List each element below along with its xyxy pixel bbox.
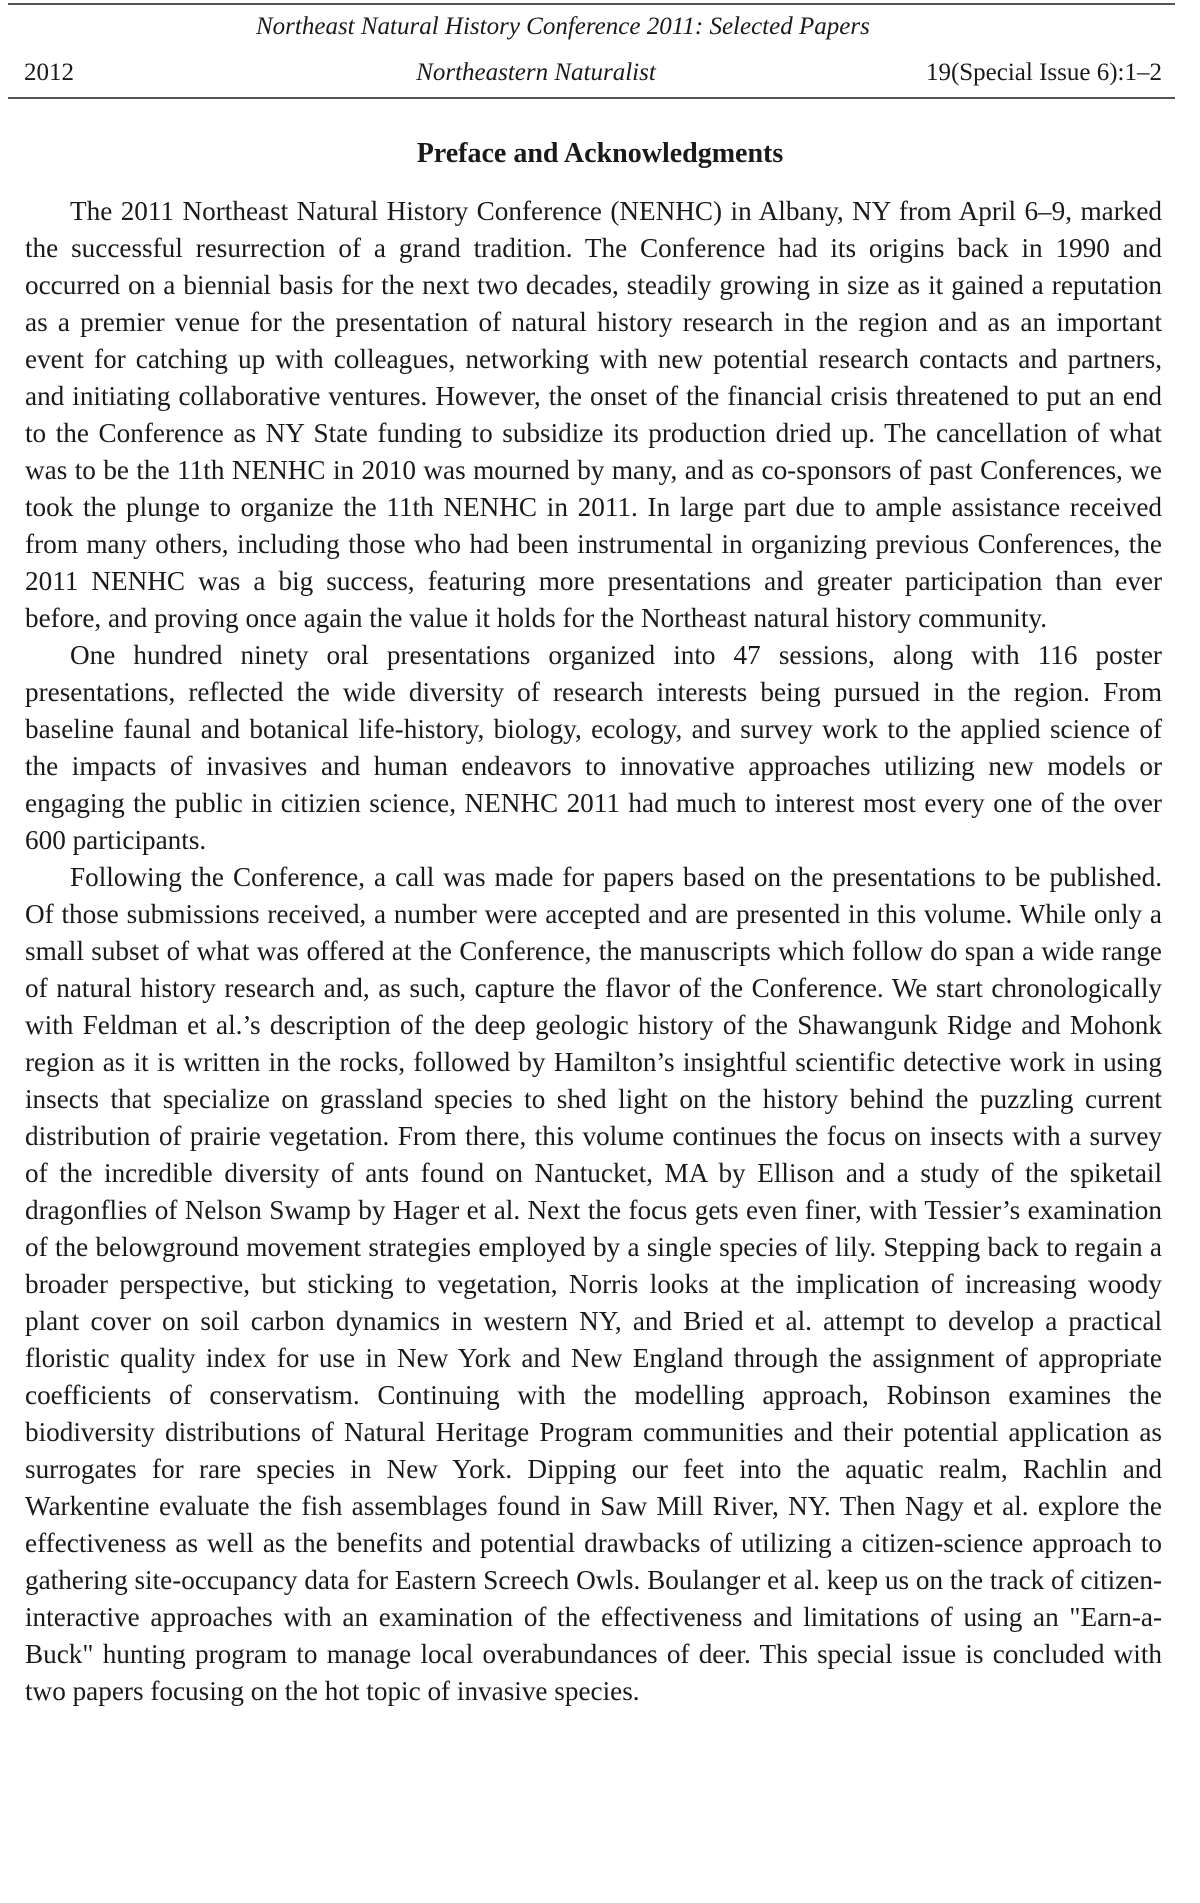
article-title: Preface and Acknowledgments bbox=[416, 138, 784, 169]
series-title: Northeast Natural History Conference 2011: Selected Papers bbox=[256, 13, 870, 40]
paragraph-2: One hundred ninety oral presentations organized into 47 sessions, along with 116 poster presentations, reflected the wide diversity of research interests being pursued in the region. From baseline faunal and botanical life-history, biology, ecology, and survey work to the applied science of the impacts of invasives and human endeavors to innovative approaches utilizing new models or engaging the public in citizien science, NENHC 2011 had much to interest most every one of the over 600 participants. bbox=[25, 640, 1162, 855]
header-bottom-rule bbox=[8, 97, 1175, 99]
publication-year: 2012 bbox=[24, 59, 74, 86]
journal-name: Northeastern Naturalist bbox=[416, 59, 656, 86]
folio-row bbox=[0, 56, 1200, 90]
article-body bbox=[25, 193, 1162, 1710]
paragraph-3: Following the Conference, a call was made for papers based on the presentations to be published. Of those submissions received, a number were accepted and are presented in this volume. While only a small subset of what was offered at the Conference, the manuscripts which follow do span a wide range of natural history research and, as such, capture the flavor of the Conference. We start chronologically with Feldman et al.’s description of the deep geologic history of the Shawangunk Ridge and Mohonk region as it is written in the rocks, followed by Hamilton’s insightful scientific detective work in using insects that specialize on grassland species to shed light on the history behind the puzzling current distribution of prairie vegetation. From there, this volume continues the focus on insects with a survey of the incredible diversity of ants found on Nantucket, MA by Ellison and a study of the spiketail dragonflies of Nelson Swamp by Hager et al. Next the focus gets even finer, with Tessier’s examination of the belowground movement strategies employed by a single species of lily. Stepping back to regain a broader perspective, but sticking to vegetation, Norris looks at the implication of increasing woody plant cover on soil carbon dynamics in western NY, and Bried et al. attempt to develop a practical floristic quality index for use in New York and New England through the assignment of appropriate coefficients of conservatism. Continuing with the modelling approach, Robinson examines the biodiversity distributions of Natural Heritage Program communities and their potential application as surrogates for rare species in New York. Dipping our feet into the aquatic realm, Rachlin and Warkentine evaluate the fish assemblages found in Saw Mill River, NY. Then Nagy et al. explore the effectiveness as well as the benefits and potential drawbacks of utilizing a citizen-science approach to gathering site-occupancy data for Eastern Screech Owls. Boulanger et al. keep us on the track of citizen-interactive approaches with an examination of the effectiveness and limitations of using an "Earn-a-Buck" hunting program to manage local overabundances of deer. This special issue is concluded with two papers focusing on the hot topic of invasive species. bbox=[25, 862, 1162, 1706]
volume-issue-pages: 19(Special Issue 6):1–2 bbox=[925, 59, 1162, 86]
paragraph-1: The 2011 Northeast Natural History Conference (NENHC) in Albany, NY from April 6–9, marked the successful resurrection of a grand tradition. The Conference had its origins back in 1990 and occurred on a biennial basis for the next two decades, steadily growing in size as it gained a reputation as a premier venue for the presentation of natural history research in the region and as an important event for catching up with colleagues, networking with new potential research contacts and partners, and initiating collaborative ventures. However, the onset of the financial crisis threatened to put an end to the Conference as NY State funding to subsidize its production dried up. The cancellation of what was to be the 11th NENHC in 2010 was mourned by many, and as co-sponsors of past Conferences, we took the plunge to organize the 11th NENHC in 2011. In large part due to ample assistance received from many others, including those who had been instrumental in organizing previous Conferences, the 2011 NENHC was a big success, featuring more presentations and greater participation than ever before, and proving once again the value it holds for the Northeast natural history community. bbox=[25, 196, 1162, 633]
header-top-rule bbox=[8, 3, 1175, 5]
